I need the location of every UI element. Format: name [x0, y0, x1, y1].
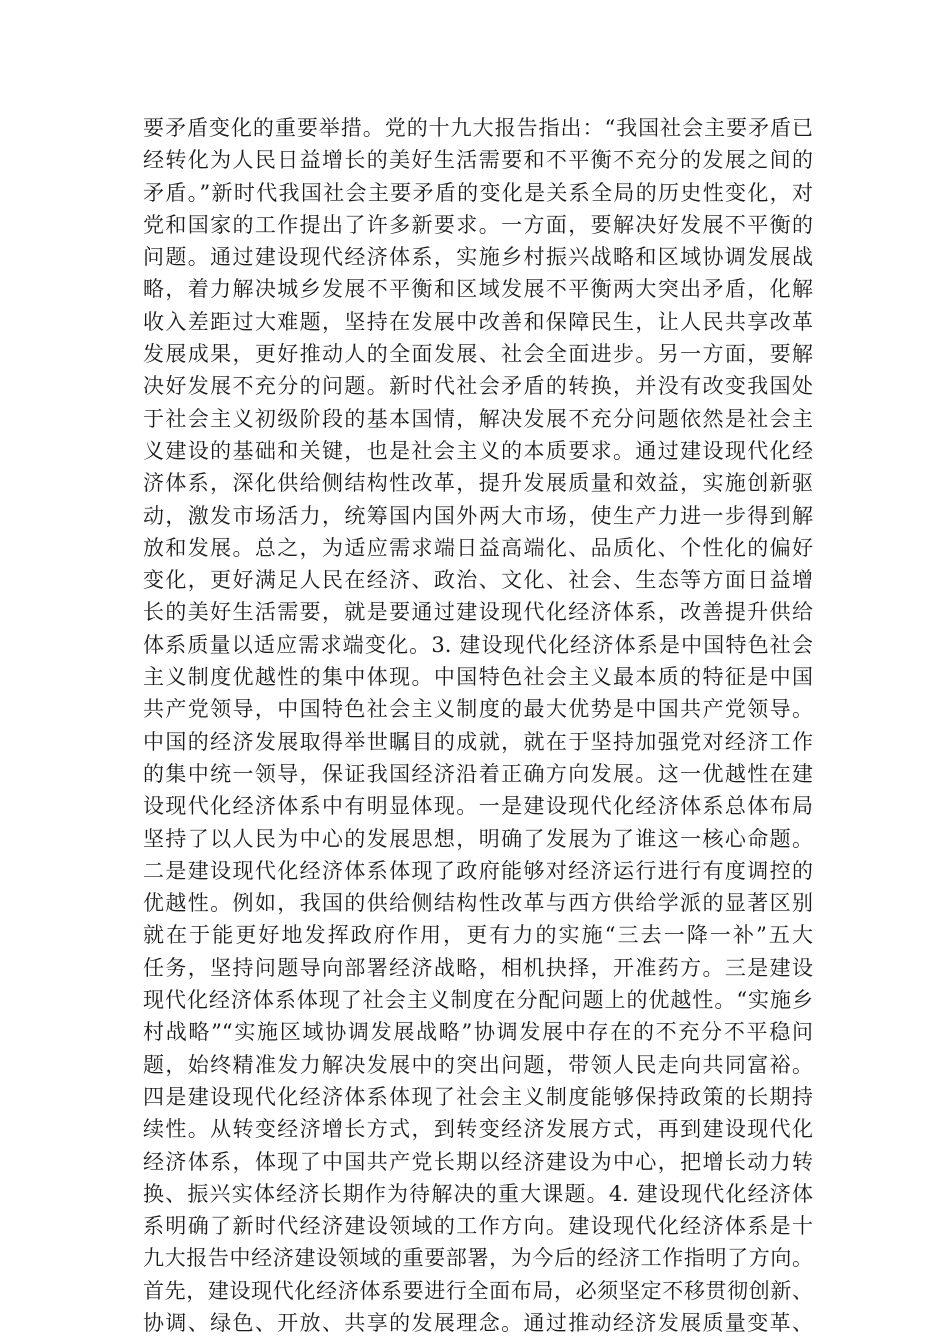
- text-line: 放和发展。总之，为适应需求端日益高端化、品质化、个性化的偏好: [143, 535, 813, 560]
- text-line: 略，着力解决城乡发展不平衡和区域发展不平衡两大突出矛盾，化解: [143, 277, 813, 302]
- text-line: 党和国家的工作提出了许多新要求。一方面，要解决好发展不平衡的: [143, 212, 813, 237]
- text-line: 现代化经济体系体现了社会主义制度在分配问题上的优越性。“实施乡: [143, 988, 813, 1013]
- text-line: 体系质量以适应需求端变化。3. 建设现代化经济体系是中国特色社会: [143, 632, 813, 657]
- text-line: 的集中统一领导，保证我国经济沿着正确方向发展。这一优越性在建: [143, 761, 813, 786]
- text-line: 续性。从转变经济增长方式，到转变经济发展方式，再到建设现代化: [143, 1117, 813, 1142]
- text-line: 四是建设现代化经济体系体现了社会主义制度能够保持政策的长期持: [143, 1084, 813, 1109]
- text-line: 九大报告中经济建设领域的重要部署，为今后的经济工作指明了方向。: [143, 1246, 813, 1271]
- text-line: 二是建设现代化经济体系体现了政府能够对经济运行进行有度调控的: [143, 858, 813, 883]
- text-line: 换、振兴实体经济长期作为待解决的重大课题。4. 建设现代化经济体: [143, 1181, 813, 1206]
- text-line: 题，始终精准发力解决发展中的突出问题，带领人民走向共同富裕。: [143, 1052, 813, 1077]
- text-line: 动，激发市场活力，统筹国内国外两大市场，使生产力进一步得到解: [143, 503, 813, 528]
- text-line: 要矛盾变化的重要举措。党的十九大报告指出：“我国社会主要矛盾已: [143, 116, 813, 140]
- text-line: 首先，建设现代化经济体系要进行全面布局，必须坚定不移贯彻创新、: [143, 1278, 813, 1303]
- text-line: 就在于能更好地发挥政府作用，更有力的实施“三去一降一补”五大: [143, 923, 813, 948]
- text-line: 任务，坚持问题导向部署经济战略，相机抉择，开准药方。三是建设: [143, 955, 813, 980]
- text-line: 问题。通过建设现代经济体系，实施乡村振兴战略和区域协调发展战: [143, 245, 813, 270]
- text-line: 经济体系，体现了中国共产党长期以经济建设为中心，把增长动力转: [143, 1149, 813, 1174]
- text-line: 发展成果，更好推动人的全面发展、社会全面进步。另一方面，要解: [143, 342, 813, 367]
- text-line: 变化，更好满足人民在经济、政治、文化、社会、生态等方面日益增: [143, 568, 813, 593]
- text-line: 义建设的基础和关键，也是社会主义的本质要求。通过建设现代化经: [143, 438, 813, 463]
- text-line: 系明确了新时代经济建设领域的工作方向。建设现代化经济体系是十: [143, 1214, 813, 1239]
- text-line: 协调、绿色、开放、共享的发展理念。通过推动经济发展质量变革、: [143, 1310, 813, 1335]
- text-line: 长的美好生活需要，就是要通过建设现代化经济体系，改善提升供给: [143, 600, 813, 625]
- text-line: 设现代化经济体系中有明显体现。一是建设现代化经济体系总体布局: [143, 794, 813, 819]
- text-line: 于社会主义初级阶段的基本国情，解决发展不充分问题依然是社会主: [143, 406, 813, 431]
- text-line: 决好发展不充分的问题。新时代社会矛盾的转换，并没有改变我国处: [143, 374, 813, 399]
- text-line: 共产党领导，中国特色社会主义制度的最大优势是中国共产党领导。: [143, 697, 813, 722]
- text-line: 济体系，深化供给侧结构性改革，提升发展质量和效益，实施创新驱: [143, 471, 813, 496]
- text-line: 主义制度优越性的集中体现。中国特色社会主义最本质的特征是中国: [143, 665, 813, 690]
- text-line: 村战略”“实施区域协调发展战略”协调发展中存在的不充分不平稳问: [143, 1020, 813, 1045]
- text-line: 中国的经济发展取得举世瞩目的成就，就在于坚持加强党对经济工作: [143, 729, 813, 754]
- text-line: 收入差距过大难题，坚持在发展中改善和保障民生，让人民共享改革: [143, 309, 813, 334]
- text-line: 经转化为人民日益增长的美好生活需要和不平衡不充分的发展之间的: [143, 148, 813, 173]
- body-text: [143, 112, 813, 1339]
- text-line: 矛盾。”新时代我国社会主要矛盾的变化是关系全局的历史性变化，对: [143, 180, 813, 205]
- text-line: 坚持了以人民为中心的发展思想，明确了发展为了谁这一核心命题。: [143, 826, 813, 851]
- text-line: 优越性。例如，我国的供给侧结构性改革与西方供给学派的显著区别: [143, 891, 813, 916]
